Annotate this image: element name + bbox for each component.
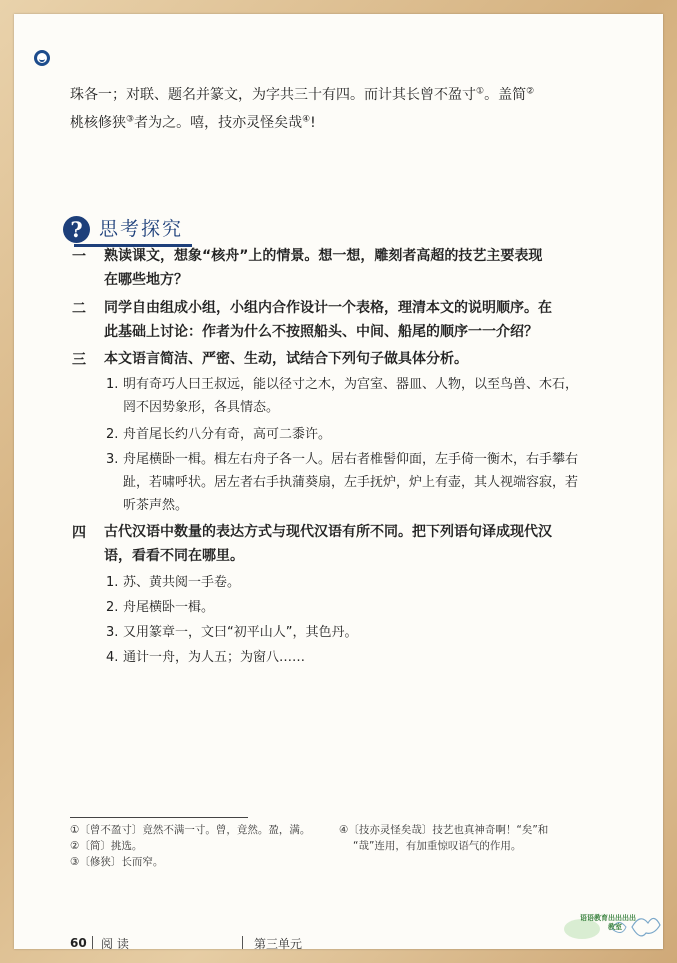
footer-divider: [242, 936, 243, 949]
section-title: 思考探究: [99, 218, 184, 240]
question-line: 同学自由组成小组，小组内合作设计一个表格，理清本文的说明顺序。在: [104, 300, 552, 316]
question-text: [104, 520, 626, 568]
watermark-text: [580, 914, 636, 932]
question-text: [104, 296, 626, 344]
question-text: [104, 244, 626, 292]
footnote-3: ③〔修狭〕长而窄。: [70, 856, 164, 868]
item-number: 3.: [106, 625, 119, 640]
item-line: 苏、黄共阅一手卷。: [123, 575, 241, 590]
item-line: 舟首尾长约八分有奇，高可二黍许。: [123, 427, 332, 442]
item-number: 1.: [106, 575, 119, 590]
footer-unit: 第三单元: [254, 937, 303, 951]
footnote-ref-2[interactable]: ②: [526, 86, 535, 97]
text-segment: 者为之。嘻，技亦灵怪矣哉: [134, 115, 303, 131]
paragraph-line-1: [70, 82, 630, 108]
paragraph-line-2: [70, 110, 630, 136]
footnote-2: ②〔简〕挑选。: [70, 840, 143, 852]
question-line: 本文语言简洁、严密、生动，试结合下列句子做具体分析。: [104, 351, 468, 367]
item-line: 罔不因势象形，各具情态。: [123, 400, 280, 415]
list-item: [106, 596, 214, 619]
list-item: [106, 373, 578, 419]
page-number: 60: [70, 936, 87, 950]
question-number: 二: [72, 301, 86, 317]
text-segment: 桃核修狭: [70, 115, 126, 131]
item-line: 趾，若啸呼状。居左者右手执蒲葵扇，左手抚炉，炉上有壶，其人视端容寂，若: [123, 475, 579, 490]
list-item: [106, 646, 305, 669]
footnote-1: ①〔曾不盈寸〕竟然不满一寸。曾，竟然。盈，满。: [70, 824, 311, 836]
item-line: 又用篆章一，文曰“初平山人”，其色丹。: [123, 625, 358, 640]
watermark-line: 教室: [608, 923, 622, 931]
list-item: [106, 621, 357, 644]
footnote-ref-3[interactable]: ③: [126, 114, 135, 125]
text-segment: !: [310, 115, 316, 131]
item-number: 2.: [106, 427, 119, 442]
list-item: [106, 423, 331, 446]
footnote-4-continued: “哉”连用，有加重惊叹语气的作用。: [353, 840, 522, 852]
text-segment: 。盖简: [484, 87, 527, 103]
item-number: 4.: [106, 650, 119, 665]
question-number: 四: [72, 525, 86, 541]
list-item: [106, 571, 240, 594]
question-number: 三: [72, 352, 86, 368]
smiley-icon: [34, 50, 50, 66]
text-segment: 珠各一；对联、题名并篆文，为字共三十有四。而计其长曾不盈寸: [70, 87, 476, 103]
item-line: 舟尾横卧一楫。楫左右舟子各一人。居右者椎髻仰面，左手倚一衡木，右手攀右: [123, 452, 579, 467]
question-line: 语，看看不同在哪里。: [104, 548, 244, 564]
footnote-ref-1[interactable]: ①: [476, 86, 485, 97]
question-line: 古代汉语中数量的表达方式与现代汉语有所不同。把下列语句译成现代汉: [104, 524, 552, 540]
footnote-ref-4[interactable]: ④: [302, 114, 311, 125]
footer-section: 阅 读: [101, 937, 129, 951]
item-number: 1.: [106, 377, 119, 392]
question-line: 熟读课文，想象“核舟”上的情景。想一想，雕刻者高超的技艺主要表现: [104, 248, 543, 264]
watermark-line: 语语教育出出出出: [580, 914, 636, 922]
footnote-divider: [70, 817, 248, 818]
list-item: [106, 448, 578, 517]
footer-divider: [92, 936, 93, 949]
item-line: 通计一舟，为人五；为窗八……: [123, 650, 306, 665]
footnote-4: ④〔技亦灵怪矣哉〕技艺也真神奇啊！“矣”和: [339, 824, 549, 836]
item-number: 3.: [106, 452, 119, 467]
question-line: 此基础上讨论：作者为什么不按照船头、中间、船尾的顺序一一介绍？: [104, 324, 538, 340]
item-line: 舟尾横卧一楫。: [123, 600, 215, 615]
item-line: 听茶声然。: [123, 498, 189, 513]
question-line: 在哪些地方？: [104, 272, 188, 288]
question-mark-icon: ?: [63, 216, 90, 243]
question-number: 一: [72, 249, 86, 265]
item-line: 明有奇巧人曰王叔远，能以径寸之木，为宫室、器皿、人物，以至鸟兽、木石，: [123, 377, 579, 392]
question-text: [104, 347, 626, 371]
document-page: [14, 14, 663, 949]
item-number: 2.: [106, 600, 119, 615]
